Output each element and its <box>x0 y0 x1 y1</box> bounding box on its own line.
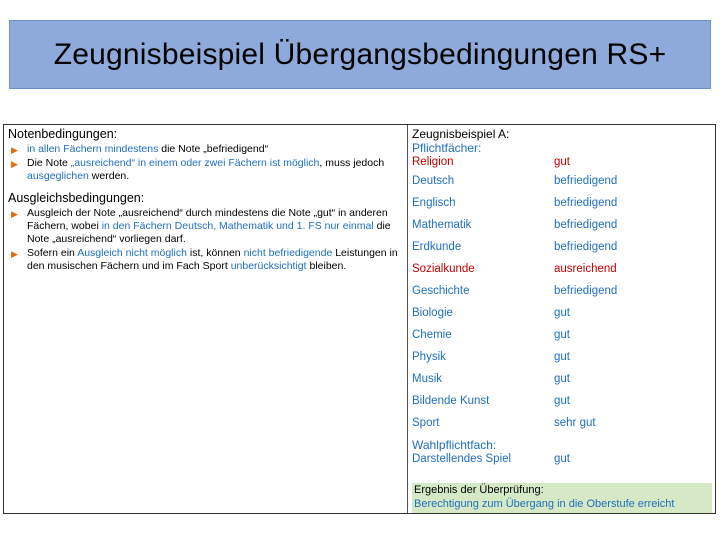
ausgleich-list <box>8 207 404 273</box>
bullet-text: Die Note <box>27 157 71 169</box>
subject-row <box>412 324 715 346</box>
bullet-text: ist, können <box>186 247 244 259</box>
subject-grade: gut <box>554 329 570 341</box>
subject-list <box>412 155 715 434</box>
subject-name: Englisch <box>412 197 456 209</box>
noten-heading: Notenbedingungen: <box>8 127 118 141</box>
example-column <box>412 127 715 467</box>
subject-grade: gut <box>554 395 570 407</box>
bullet-text: Leistungen in den musischen Fächern und im Fach Sport <box>27 247 398 272</box>
subject-row <box>412 346 715 368</box>
subject-grade: befriedigend <box>554 241 618 253</box>
bullet-text: in allen Fächern mindestens <box>27 143 162 155</box>
subject-row <box>412 390 715 412</box>
bullet-text: die Note „ausreichend“ vorliegen darf. <box>27 220 391 245</box>
subject-grade: gut <box>554 373 570 385</box>
example-heading: Zeugnisbeispiel A: <box>412 127 510 141</box>
bullet-text: Ausgleich der Note „ausreichend“ durch mindestens die Note „gut“ in anderen Fächern, wobei <box>27 207 388 232</box>
pflicht-label: Pflichtfächer: <box>412 141 482 155</box>
page-title: Zeugnisbeispiel Übergangsbedingungen RS+ <box>53 37 667 71</box>
subject-name: Physik <box>412 351 446 363</box>
subject-row <box>412 214 715 236</box>
ausgleich-bullet <box>8 207 404 246</box>
subject-name: Sozialkunde <box>412 263 475 275</box>
example-table <box>3 124 716 514</box>
bullet-text: nicht befriedigende <box>243 247 333 259</box>
bullet-text: in den Fächern Deutsch, Mathematik und 1. FS nur einmal <box>101 220 374 232</box>
subject-name: Mathematik <box>412 219 472 231</box>
subject-name: Bildende Kunst <box>412 395 490 407</box>
bullet-text: ausgeglichen <box>27 170 89 182</box>
result-label: Ergebnis der Überprüfung: <box>414 484 544 496</box>
subject-row <box>412 280 715 302</box>
subject-name: Musik <box>412 373 443 385</box>
subject-name: Erdkunde <box>412 241 462 253</box>
conditions-column <box>8 127 404 281</box>
bullet-text: , muss jedoch <box>319 157 385 169</box>
bullet-arrow-icon: ▶ <box>11 249 18 259</box>
subject-row <box>412 302 715 324</box>
subject-row <box>412 170 715 192</box>
subject-grade: gut <box>554 351 570 363</box>
ausgleich-heading: Ausgleichsbedingungen: <box>8 191 145 205</box>
bullet-text: unberücksichtigt <box>230 260 307 272</box>
wahl-row <box>412 452 715 467</box>
bullet-arrow-icon: ▶ <box>11 145 18 155</box>
subject-name: Chemie <box>412 329 452 341</box>
subject-name: Religion <box>412 156 454 168</box>
bullet-arrow-icon: ▶ <box>11 159 18 169</box>
subject-grade: befriedigend <box>554 197 618 209</box>
subject-row <box>412 192 715 214</box>
subject-grade: gut <box>554 156 570 168</box>
bullet-arrow-icon: ▶ <box>11 209 18 219</box>
subject-name: Sport <box>412 417 440 429</box>
subject-row <box>412 368 715 390</box>
column-divider <box>407 125 408 513</box>
bullet-text: Sofern ein <box>27 247 78 259</box>
bullet-text: „ausreichend“ in einem oder zwei Fächern ist möglich <box>70 157 320 169</box>
bullet-text: bleiben. <box>306 260 347 272</box>
subject-grade: ausreichend <box>554 263 617 275</box>
subject-grade: befriedigend <box>554 175 618 187</box>
noten-list <box>8 143 404 183</box>
bullet-text: Ausgleich nicht möglich <box>77 247 187 259</box>
result-text: Berechtigung zum Übergang in die Oberstufe erreicht <box>414 498 675 510</box>
subject-grade: befriedigend <box>554 219 618 231</box>
subject-row <box>412 236 715 258</box>
subject-grade: gut <box>554 307 570 319</box>
wahl-subject-name: Darstellendes Spiel <box>412 453 512 465</box>
ausgleich-bullet <box>8 247 404 273</box>
noten-bullet <box>8 143 404 156</box>
result-box <box>412 483 712 513</box>
title-bar <box>9 20 711 89</box>
subject-grade: befriedigend <box>554 285 618 297</box>
subject-row <box>412 412 715 434</box>
subject-row <box>412 258 715 280</box>
wahl-label: Wahlpflichtfach: <box>412 438 497 452</box>
bullet-text: die Note „befriedigend“ <box>161 143 269 155</box>
subject-name: Geschichte <box>412 285 470 297</box>
bullet-text: werden. <box>88 170 130 182</box>
subject-name: Biologie <box>412 307 453 319</box>
subject-grade: sehr gut <box>554 417 596 429</box>
wahl-subject-grade: gut <box>554 453 570 465</box>
subject-name: Deutsch <box>412 175 455 187</box>
subject-row <box>412 155 715 170</box>
noten-bullet <box>8 157 404 183</box>
